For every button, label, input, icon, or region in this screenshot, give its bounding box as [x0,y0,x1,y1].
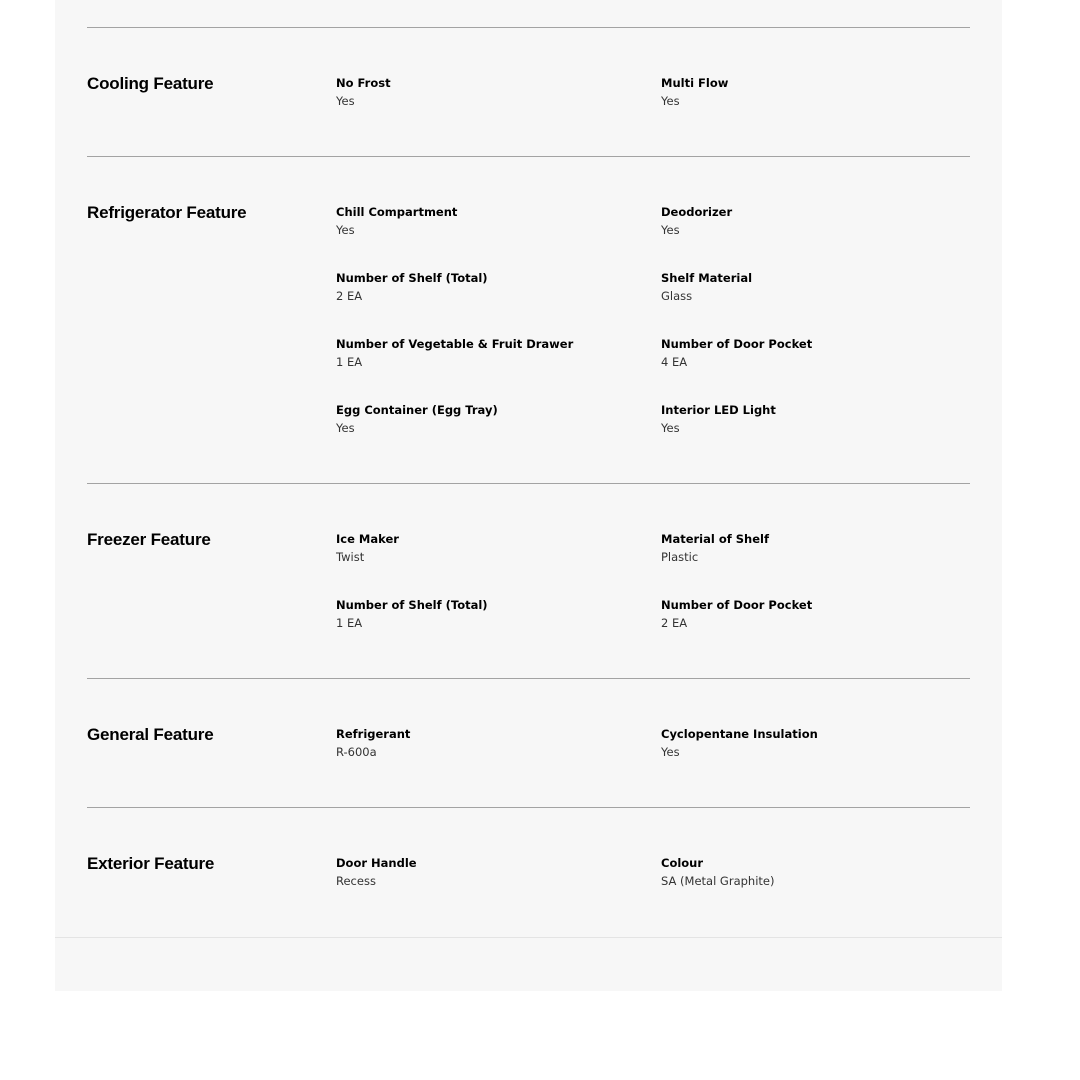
spec-label: Ice Maker [336,532,399,546]
spec-value: Yes [661,94,680,108]
spec-value: 1 EA [336,616,363,630]
section-general-feature [87,678,970,808]
section-title: Cooling Feature [87,74,214,93]
spec-value: Yes [661,745,680,759]
spec-label: Colour [661,856,704,870]
spec-value: Yes [661,223,680,237]
spec-item-number-of-shelf [336,271,636,303]
section-cooling-feature [87,27,970,157]
spec-value: Plastic [661,550,699,564]
spec-value: 1 EA [336,355,363,369]
spec-label: Egg Container (Egg Tray) [336,403,498,417]
spec-value: Yes [336,421,355,435]
spec-item-multi-flow [661,76,961,108]
spec-value: Twist [336,550,365,564]
spec-value: Glass [661,289,693,303]
spec-label: No Frost [336,76,391,90]
section-freezer-feature [87,483,970,679]
spec-value: 4 EA [661,355,688,369]
spec-value: Yes [336,223,355,237]
spec-item-egg-container [336,403,636,435]
section-title: General Feature [87,725,214,744]
spec-value: SA (Metal Graphite) [661,874,775,888]
spec-value: R-600a [336,745,377,759]
spec-item-colour [661,856,961,888]
spec-label: Number of Door Pocket [661,337,813,351]
spec-item-refrigerant [336,727,636,759]
bottom-divider [55,937,1002,938]
spec-panel [55,0,1002,991]
spec-label: Deodorizer [661,205,733,219]
spec-item-ice-maker [336,532,636,564]
spec-item-deodorizer [661,205,961,237]
section-exterior-feature [87,807,970,928]
spec-label: Cyclopentane Insulation [661,727,818,741]
section-refrigerator-feature [87,156,970,484]
spec-value: Recess [336,874,376,888]
spec-label: Multi Flow [661,76,729,90]
spec-label: Number of Shelf (Total) [336,271,488,285]
spec-label: Interior LED Light [661,403,776,417]
spec-item-interior-led-light [661,403,961,435]
section-title: Freezer Feature [87,530,211,549]
spec-label: Door Handle [336,856,417,870]
spec-item-chill-compartment [336,205,636,237]
spec-label: Material of Shelf [661,532,769,546]
spec-item-number-of-door-pocket [661,337,961,369]
spec-label: Number of Door Pocket [661,598,813,612]
spec-item-door-handle [336,856,636,888]
spec-item-shelf-material [661,271,961,303]
section-title: Exterior Feature [87,854,215,873]
spec-item-cyclopentane-insulation [661,727,961,759]
section-title: Refrigerator Feature [87,203,247,222]
spec-item-freezer-number-of-door-pocket [661,598,961,630]
spec-value: 2 EA [336,289,363,303]
spec-label: Number of Shelf (Total) [336,598,488,612]
spec-value: Yes [661,421,680,435]
spec-value: 2 EA [661,616,688,630]
spec-label: Chill Compartment [336,205,458,219]
spec-value: Yes [336,94,355,108]
spec-label: Number of Vegetable & Fruit Drawer [336,337,574,351]
spec-item-freezer-number-of-shelf [336,598,636,630]
spec-label: Shelf Material [661,271,753,285]
spec-label: Refrigerant [336,727,411,741]
spec-item-no-frost [336,76,636,108]
spec-item-vegetable-fruit-drawer [336,337,636,369]
spec-item-material-of-shelf [661,532,961,564]
